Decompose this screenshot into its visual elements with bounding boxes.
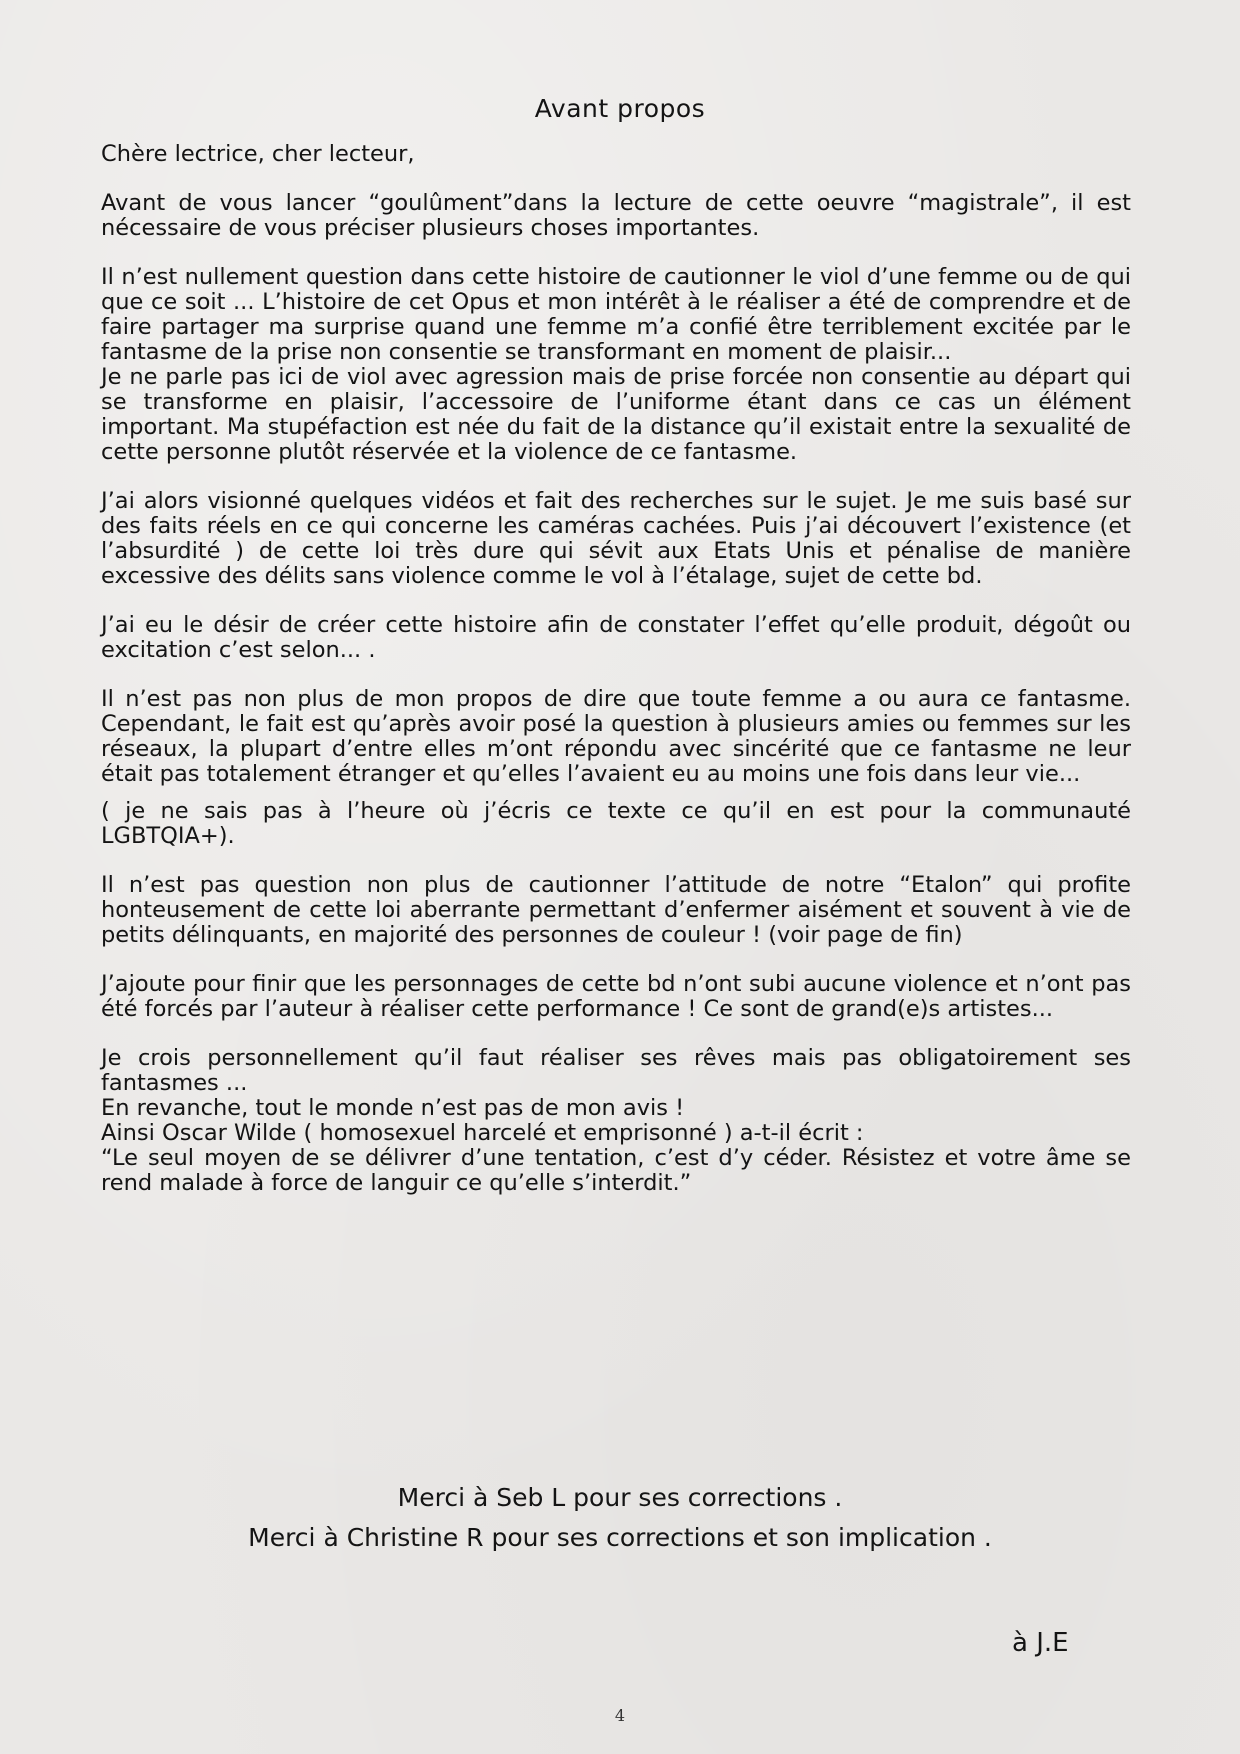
dedication: à J.E <box>1012 1628 1069 1658</box>
spacer <box>101 849 1131 873</box>
spacer <box>101 241 1131 265</box>
acknowledgements <box>0 1478 1240 1558</box>
paragraph-desire: J’ai eu le désir de créer cette histoire afin de constater l’effet qu’elle produit, dégoût ou excitation c’est selon... . <box>101 612 1131 663</box>
page-number: 4 <box>614 1706 626 1725</box>
spacer <box>101 167 1131 191</box>
paragraph-lgbtqia: ( je ne sais pas à l’heure où j’écris ce texte ce qu’il en est pour la communauté LGBTQIA+). <box>101 798 1131 849</box>
page-title: Avant propos <box>534 94 706 123</box>
paragraph-oscar-wilde: Ainsi Oscar Wilde ( homosexuel harcelé et emprisonné ) a-t-il écrit : <box>101 1120 864 1146</box>
paragraph-forced-taking: Je ne parle pas ici de viol avec agression mais de prise forcée non consentie au départ qui se transforme en plaisir, l’accessoire de l’uniforme étant dans ce cas un élément important. Ma stupéfaction est née du fait de la distance qu’il existait entre la sexualité de cette personne plutôt réservée et la violence de ce fantasme. <box>101 364 1131 465</box>
spacer <box>101 1022 1131 1046</box>
thanks-line-christine: Merci à Christine R pour ses corrections et son implication . <box>248 1523 992 1552</box>
greeting: Chère lectrice, cher lecteur, <box>101 141 415 167</box>
spacer <box>101 589 1131 613</box>
spacer <box>101 663 1131 687</box>
paragraph-not-every-woman: Il n’est pas non plus de mon propos de dire que toute femme a ou aura ce fantasme. Cependant, le fait est qu’après avoir posé la question à plusieurs amies ou femmes sur les réseaux, la plupart d’entre elles m’ont répondu avec sincérité que ce fantasme ne leur était pas totalement étranger et qu’elles l’avaient eu au moins une fois dans leur vie... <box>101 686 1131 787</box>
paragraph-intro: Avant de vous lancer “goulûment”dans la lecture de cette oeuvre “magistrale”, il est nécessaire de vous préciser plusieurs choses importantes. <box>101 190 1131 241</box>
quote-oscar-wilde: “Le seul moyen de se délivrer d’une tentation, c’est d’y céder. Résistez et votre âme se rend malade à force de languir ce qu’elle s’interdit.” <box>101 1145 1131 1196</box>
paragraph-characters: J’ajoute pour finir que les personnages de cette bd n’ont subi aucune violence et n’ont pas été forcés par l’auteur à réaliser cette performance ! Ce sont de grand(e)s artistes... <box>101 971 1131 1022</box>
spacer <box>101 465 1131 489</box>
foreword-body <box>101 142 1131 1196</box>
paragraph-etalon: Il n’est pas question non plus de cautionner l’attitude de notre “Etalon” qui profite honteusement de cette loi aberrante permettant d’enfermer aisément et souvent à vie de petits délinquants, en majorité des personnes de couleur ! (voir page de fin) <box>101 872 1131 948</box>
thanks-line-seb: Merci à Seb L pour ses corrections . <box>397 1483 843 1512</box>
paragraph-research: J’ai alors visionné quelques vidéos et fait des recherches sur le sujet. Je me suis basé sur des faits réels en ce qui concerne les caméras cachées. Puis j’ai découvert l’existence (et l’absurdité ) de cette loi très dure qui sévit aux Etats Unis et pénalise de manière excessive des délits sans violence comme le vol à l’étalage, sujet de cette bd. <box>101 488 1131 589</box>
paragraph-dreams: Je crois personnellement qu’il faut réaliser ses rêves mais pas obligatoirement ses fantasmes ... <box>101 1045 1131 1096</box>
spacer <box>101 948 1131 972</box>
paragraph-however: En revanche, tout le monde n’est pas de mon avis ! <box>101 1095 685 1121</box>
paragraph-no-endorsement: Il n’est nullement question dans cette histoire de cautionner le viol d’une femme ou de qui que ce soit ... L’histoire de cet Opus et mon intérêt à le réaliser a été de comprendre et de faire partager ma surprise quand une femme m’a confié être terriblement excitée par le fantasme de la prise non consentie se transformant en moment de plaisir... <box>101 264 1131 365</box>
